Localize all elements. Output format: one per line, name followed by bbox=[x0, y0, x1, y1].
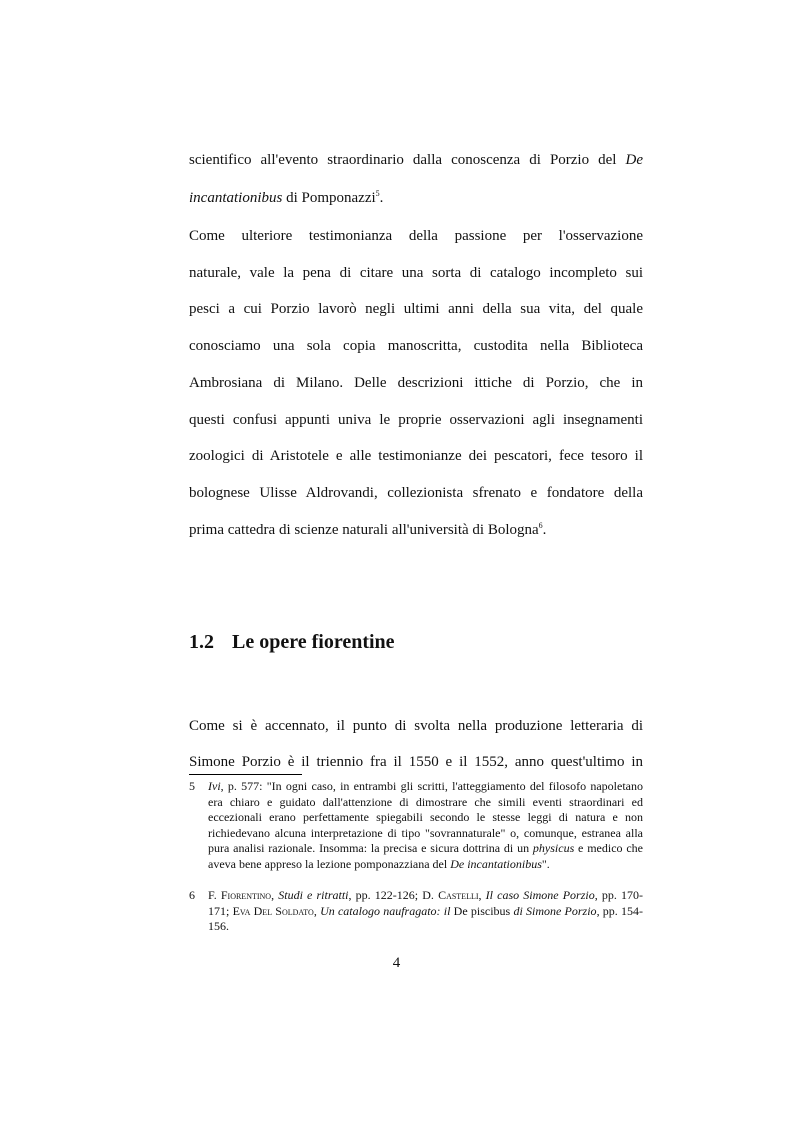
footnote-body bbox=[208, 888, 643, 935]
text-span: e medico che aveva bene appreso la lezione pomponazziana del bbox=[208, 841, 643, 871]
text-line bbox=[189, 521, 643, 539]
italic-text: Un catalogo naufragato: il bbox=[320, 903, 451, 918]
section-title: Le opere fiorentine bbox=[232, 631, 395, 653]
author-name: Castelli bbox=[438, 888, 479, 902]
text-span: scientifico all'evento straordinario dalla conoscenza di Porzio del bbox=[189, 152, 626, 168]
text-span: , bbox=[271, 888, 279, 902]
text-line: pesci a cui Porzio lavorò negli ultimi anni della sua vita, del quale bbox=[189, 301, 643, 317]
author-name: Eva Del Soldato bbox=[232, 903, 314, 918]
text-span: , pp. 154-156. bbox=[208, 903, 644, 933]
footnote-number: 5 bbox=[189, 779, 195, 793]
text-span: , pp. 170-171; bbox=[208, 888, 644, 918]
text-line: questi confusi appunti univa le proprie osservazioni agli insegnamenti bbox=[189, 412, 643, 428]
text-span: , p. 577: "In ogni caso, in entrambi gli scritti, l'atteggiamento del filosofo napoletano era chiaro e guidato dall'attenzione di dimostrare che simili eventi straordinari ed eccezionali erano perfettamente spiegabili secondo le stesse leggi di natura e non richiedevano alcuna interpretazione di tipo "sovrannaturale" o, comunque, estranea alla pura analisi razionale. Insomma: la precisa e sicura dottrina di un bbox=[208, 779, 643, 855]
italic-text: di Simone Porzio bbox=[513, 903, 597, 918]
text-line: Come ulteriore testimonianza della passione per l'osservazione bbox=[189, 228, 643, 244]
text-line: naturale, vale la pena di citare una sorta di catalogo incompleto sui bbox=[189, 265, 643, 281]
text-span: . bbox=[379, 190, 384, 206]
footnote-6 bbox=[189, 888, 643, 935]
text-line: bolognese Ulisse Aldrovandi, collezionista sfrenato e fondatore della bbox=[189, 485, 643, 501]
author-name: Fiorentino bbox=[220, 888, 272, 902]
text-span: . bbox=[542, 522, 547, 538]
italic-text: Il caso Simone Porzio bbox=[485, 888, 595, 902]
italic-text: De bbox=[625, 152, 643, 168]
italic-text: De incantationibus bbox=[450, 856, 542, 871]
footnote-5 bbox=[189, 779, 643, 872]
footnote-ref: 6 bbox=[538, 521, 543, 530]
page-number: 4 bbox=[392, 955, 401, 971]
text-line: Ambrosiana di Milano. Delle descrizioni ittiche di Porzio, che in bbox=[189, 375, 643, 391]
text-line: Come si è accennato, il punto di svolta nella produzione letteraria di bbox=[189, 718, 643, 734]
footnote-number: 6 bbox=[189, 888, 195, 902]
section-number: 1.2 bbox=[189, 631, 214, 653]
footnote-separator bbox=[189, 774, 302, 775]
text-span: , bbox=[313, 903, 321, 918]
text-line: conosciamo una sola copia manoscritta, custodita nella Biblioteca bbox=[189, 338, 643, 354]
text-span: De piscibus bbox=[450, 903, 514, 918]
italic-text: Ivi bbox=[208, 779, 221, 793]
text-line: Simone Porzio è il triennio fra il 1550 e il 1552, anno quest'ultimo in bbox=[189, 754, 643, 770]
text-line bbox=[189, 151, 643, 169]
italic-text: Studi e ritratti bbox=[278, 888, 349, 902]
text-line bbox=[189, 189, 643, 207]
text-span: , pp. 122-126; D. bbox=[348, 888, 439, 902]
italic-text: physicus bbox=[532, 841, 575, 855]
italic-text: incantationibus bbox=[189, 190, 283, 206]
footnote-ref: 5 bbox=[375, 189, 380, 198]
text-span: ". bbox=[541, 856, 550, 871]
text-span: di Pomponazzi bbox=[282, 190, 376, 206]
text-span: prima cattedra di scienze naturali all'università di Bologna bbox=[189, 522, 539, 538]
text-span: , bbox=[478, 888, 486, 902]
text-span: F. bbox=[208, 888, 221, 902]
text-line: zoologici di Aristotele e alle testimonianze dei pescatori, fece tesoro il bbox=[189, 448, 643, 464]
section-heading bbox=[189, 631, 395, 654]
footnote-body bbox=[208, 779, 643, 872]
